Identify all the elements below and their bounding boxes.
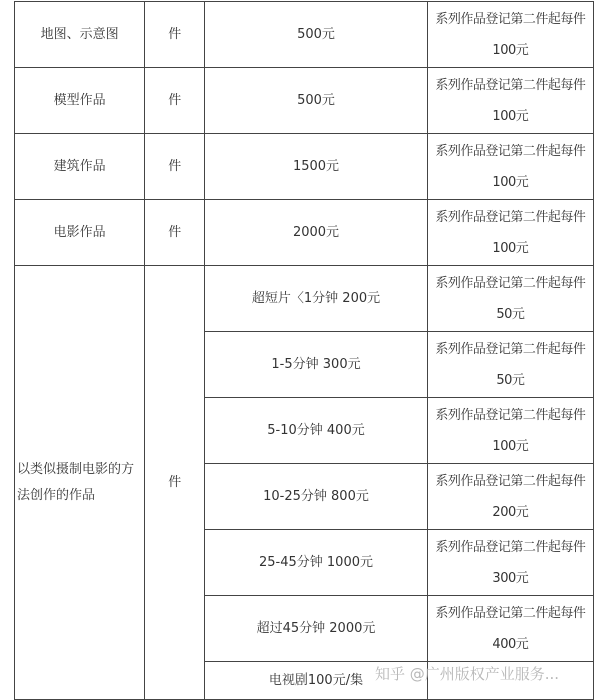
note: 系列作品登记第二件起每件 50元 bbox=[427, 266, 593, 332]
note: 系列作品登记第二件起每件 50元 bbox=[427, 332, 593, 398]
fee: 10-25分钟 800元 bbox=[205, 464, 427, 530]
unit: 件 bbox=[145, 266, 205, 700]
note: 系列作品登记第二件起每件 100元 bbox=[427, 134, 593, 200]
unit: 件 bbox=[145, 68, 205, 134]
fee: 超过45分钟 2000元 bbox=[205, 596, 427, 662]
watermark: 知乎 @广州版权产业服务... bbox=[375, 665, 560, 683]
fee: 5-10分钟 400元 bbox=[205, 398, 427, 464]
work-type: 建筑作品 bbox=[15, 134, 145, 200]
work-type: 电影作品 bbox=[15, 200, 145, 266]
table-row bbox=[15, 134, 594, 200]
note: 系列作品登记第二件起每件 100元 bbox=[427, 2, 593, 68]
table-row bbox=[15, 2, 594, 68]
fee: 2000元 bbox=[205, 200, 427, 266]
note: 系列作品登记第二件起每件 300元 bbox=[427, 530, 593, 596]
note: 系列作品登记第二件起每件 400元 bbox=[427, 596, 593, 662]
work-type: 地图、示意图 bbox=[15, 2, 145, 68]
table-row bbox=[15, 200, 594, 266]
fee-table bbox=[14, 1, 594, 700]
note: 系列作品登记第二件起每件 200元 bbox=[427, 464, 593, 530]
fee: 超短片〈1分钟 200元 bbox=[205, 266, 427, 332]
fee: 500元 bbox=[205, 68, 427, 134]
table-row bbox=[15, 68, 594, 134]
table-row bbox=[15, 266, 594, 332]
fee: 25-45分钟 1000元 bbox=[205, 530, 427, 596]
work-type: 模型作品 bbox=[15, 68, 145, 134]
unit: 件 bbox=[145, 2, 205, 68]
fee: 500元 bbox=[205, 2, 427, 68]
fee: 1-5分钟 300元 bbox=[205, 332, 427, 398]
fee: 1500元 bbox=[205, 134, 427, 200]
unit: 件 bbox=[145, 134, 205, 200]
tv-fee: 电视剧100元/集 bbox=[205, 662, 427, 700]
note: 系列作品登记第二件起每件 100元 bbox=[427, 398, 593, 464]
work-type: 以类似摄制电影的方法创作的作品 bbox=[15, 266, 145, 700]
unit: 件 bbox=[145, 200, 205, 266]
note: 系列作品登记第二件起每件 100元 bbox=[427, 200, 593, 266]
note: 系列作品登记第二件起每件 100元 bbox=[427, 68, 593, 134]
